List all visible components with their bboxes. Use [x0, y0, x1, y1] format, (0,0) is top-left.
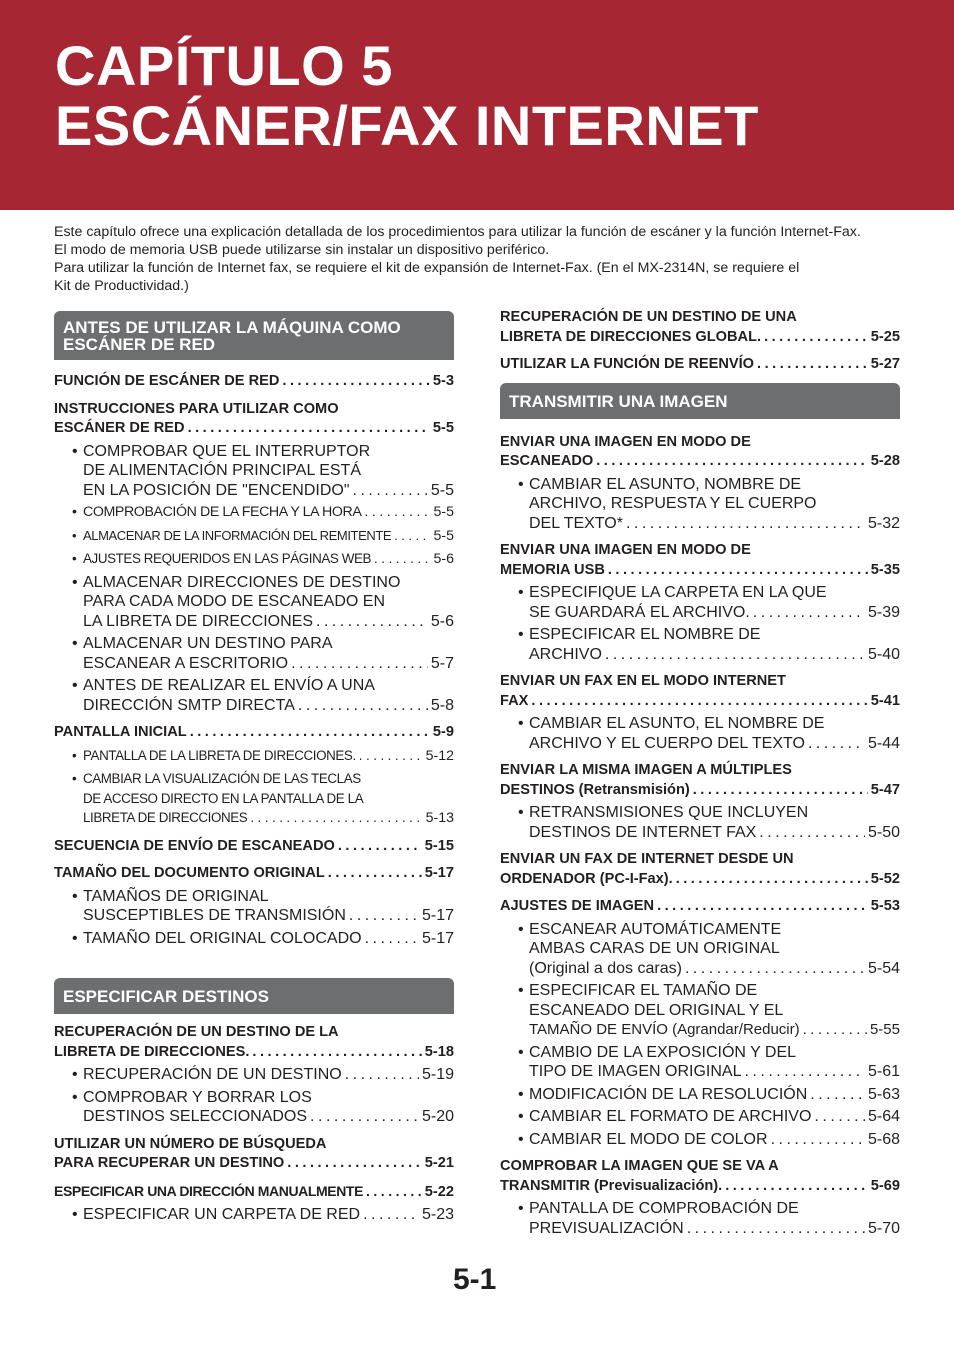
page-ref: 5-69 — [870, 1177, 900, 1194]
page-ref: 5-61 — [867, 1063, 900, 1080]
page-ref: 5-20 — [421, 1108, 454, 1125]
toc-entry[interactable]: UTILIZAR UN NÚMERO DE BÚSQUEDA PARA RECUPERAR UN DESTINO ..... 5-21 — [54, 1135, 454, 1174]
toc-subentry[interactable]: • CAMBIO DE LA EXPOSICIÓN Y DEL TIPO DE IMAGEN ORIGINAL ..... 5-61 — [500, 1043, 900, 1082]
page-ref: 5-64 — [867, 1108, 900, 1125]
toc-entry[interactable]: SECUENCIA DE ENVÍO DE ESCANEADO ..... 5-15 — [54, 837, 454, 857]
toc-subentry[interactable]: • ALMACENAR DE LA INFORMACIÓN DEL REMITENTE ..... 5-5 — [54, 526, 454, 547]
chapter-title — [55, 36, 759, 156]
page-ref: 5-23 — [421, 1206, 454, 1223]
toc-subentry[interactable]: • CAMBIAR LA VISUALIZACIÓN DE LAS TECLAS DE ACCESO DIRECTO EN LA PANTALLA DE LA LIBRETA DE DIRECCIONES ..... 5-13 — [54, 769, 454, 829]
page-ref: 5-35 — [870, 561, 900, 578]
intro-paragraph — [54, 223, 914, 295]
intro-line: El modo de memoria USB puede utilizarse sin instalar un dispositivo periférico. — [54, 242, 550, 258]
toc-entry[interactable]: COMPROBAR LA IMAGEN QUE SE VA A TRANSMITIR (Previsualización). ..... 5-69 — [500, 1157, 900, 1196]
toc-entry[interactable]: INSTRUCCIONES PARA UTILIZAR COMO ESCÁNER DE RED ..... 5-5 — [54, 400, 454, 439]
toc-subentry[interactable]: • TAMAÑOS DE ORIGINAL SUSCEPTIBLES DE TRANSMISIÓN ..... 5-17 — [54, 887, 454, 926]
page-ref: 5-17 — [424, 865, 454, 881]
chapter-title-line1: CAPÍTULO 5 — [55, 34, 393, 97]
toc-entry[interactable]: TAMAÑO DEL DOCUMENTO ORIGINAL ..... 5-17 — [54, 864, 454, 884]
page-ref: 5-54 — [867, 959, 900, 977]
page-ref: 5-39 — [867, 603, 900, 621]
page-ref: 5-47 — [870, 781, 900, 798]
page-ref: 5-55 — [869, 1021, 900, 1038]
toc-subentry[interactable]: • COMPROBAR Y BORRAR LOS DESTINOS SELECCIONADOS ..... 5-20 — [54, 1088, 454, 1127]
toc-entry[interactable]: PANTALLA INICIAL ..... 5-9 — [54, 723, 454, 743]
toc-subentry[interactable]: • CAMBIAR EL FORMATO DE ARCHIVO ..... 5-64 — [500, 1107, 900, 1127]
page-ref: 5-13 — [425, 810, 454, 826]
page-ref: 5-53 — [870, 898, 900, 914]
page-ref: 5-5 — [433, 527, 454, 544]
page-ref: 5-28 — [870, 453, 900, 469]
page-number: 5-1 — [453, 1263, 497, 1296]
toc-entry[interactable]: UTILIZAR LA FUNCIÓN DE REENVÍO ..... 5-27 — [500, 355, 900, 375]
page-ref: 5-6 — [430, 612, 454, 630]
toc-subentry[interactable]: • CAMBIAR EL MODO DE COLOR ..... 5-68 — [500, 1130, 900, 1150]
page-ref: 5-27 — [870, 356, 900, 372]
page-ref: 5-21 — [424, 1155, 454, 1171]
toc-subentry[interactable]: • MODIFICACIÓN DE LA RESOLUCIÓN ..... 5-63 — [500, 1085, 900, 1105]
toc-entry[interactable]: ESPECIFICAR UNA DIRECCIÓN MANUALMENTE ..... 5-22 — [54, 1182, 454, 1203]
toc-subentry[interactable]: • COMPROBACIÓN DE LA FECHA Y LA HORA ..... 5-5 — [54, 503, 454, 523]
toc-subentry[interactable]: • ESPECIFICAR EL NOMBRE DE ARCHIVO ..... 5-40 — [500, 625, 900, 664]
section-header-antes: ANTES DE UTILIZAR LA MÁQUINA COMO ESCÁNER DE RED — [54, 311, 454, 360]
page-ref: 5-70 — [867, 1219, 900, 1237]
toc-left-column — [54, 311, 454, 1225]
toc-subentry[interactable]: • AJUSTES REQUERIDOS EN LAS PÁGINAS WEB ..... 5-6 — [54, 549, 454, 570]
page-ref: 5-17 — [421, 929, 454, 947]
page-ref: 5-17 — [421, 907, 454, 924]
intro-line: Kit de Productividad.) — [54, 278, 189, 294]
toc-entry[interactable]: RECUPERACIÓN DE UN DESTINO DE LA LIBRETA DE DIRECCIONES. ..... 5-18 — [54, 1023, 454, 1062]
page-ref: 5-5 — [432, 420, 454, 436]
toc-entry[interactable]: ENVIAR UNA IMAGEN EN MODO DE MEMORIA USB ..... 5-35 — [500, 541, 900, 580]
page-ref: 5-41 — [870, 692, 900, 709]
toc-subentry[interactable]: • RECUPERACIÓN DE UN DESTINO ..... 5-19 — [54, 1065, 454, 1085]
toc-subentry[interactable]: • PANTALLA DE COMPROBACIÓN DE PREVISUALIZACIÓN ..... 5-70 — [500, 1199, 900, 1238]
page-ref: 5-15 — [424, 837, 454, 854]
toc-subentry[interactable]: • ESPECIFICAR UN CARPETA DE RED ..... 5-23 — [54, 1205, 454, 1225]
intro-line: Este capítulo ofrece una explicación detallada de los procedimientos para utilizar la función de escáner y la función Internet-Fax. — [54, 224, 861, 240]
toc-entry[interactable]: RECUPERACIÓN DE UN DESTINO DE UNA LIBRETA DE DIRECCIONES GLOBAL. ..... 5-25 — [500, 308, 900, 347]
page-ref: 5-8 — [430, 696, 454, 714]
section-header-transmitir: TRANSMITIR UNA IMAGEN — [500, 383, 900, 419]
toc-subentry[interactable]: • PANTALLA DE LA LIBRETA DE DIRECCIONES. ..... 5-12 — [54, 746, 454, 767]
toc-subentry[interactable]: • CAMBIAR EL ASUNTO, NOMBRE DE ARCHIVO, RESPUESTA Y EL CUERPO DEL TEXTO* ..... 5-32 — [500, 475, 900, 534]
page-ref: 5-9 — [432, 724, 454, 740]
page-ref: 5-50 — [867, 823, 900, 841]
toc-subentry[interactable]: • ESPECIFICAR EL TAMAÑO DE ESCANEADO DEL ORIGINAL Y EL TAMAÑO DE ENVÍO (Agrandar/Reducir) ..... 5-55 — [500, 981, 900, 1040]
toc-subentry[interactable]: • ALMACENAR UN DESTINO PARA ESCANEAR A ESCRITORIO ..... 5-7 — [54, 634, 454, 673]
page-ref: 5-7 — [430, 654, 454, 672]
section-header-especificar: ESPECIFICAR DESTINOS — [54, 978, 454, 1014]
toc-subentry[interactable]: • ESPECIFIQUE LA CARPETA EN LA QUE SE GUARDARÁ EL ARCHIVO. ..... 5-39 — [500, 583, 900, 622]
page-ref: 5-68 — [867, 1130, 900, 1148]
toc-subentry[interactable]: • RETRANSMISIONES QUE INCLUYEN DESTINOS DE INTERNET FAX ..... 5-50 — [500, 803, 900, 842]
chapter-title-line2: ESCÁNER/FAX INTERNET — [55, 94, 759, 157]
toc-entry[interactable]: ENVIAR LA MISMA IMAGEN A MÚLTIPLES DESTINOS (Retransmisión) ..... 5-47 — [500, 761, 900, 800]
toc-entry[interactable]: ENVIAR UN FAX EN EL MODO INTERNET FAX ..... 5-41 — [500, 672, 900, 711]
toc-subentry[interactable]: • ESCANEAR AUTOMÁTICAMENTE AMBAS CARAS DE UN ORIGINAL (Original a dos caras) ..... 5-54 — [500, 920, 900, 979]
toc-subentry[interactable]: • CAMBIAR EL ASUNTO, EL NOMBRE DE ARCHIVO Y EL CUERPO DEL TEXTO ..... 5-44 — [500, 714, 900, 753]
toc-entry[interactable]: ENVIAR UN FAX DE INTERNET DESDE UN ORDENADOR (PC-I-Fax). ..... 5-52 — [500, 850, 900, 889]
page-ref: 5-32 — [867, 514, 900, 532]
page-ref: 5-44 — [867, 734, 900, 752]
toc-right-column — [500, 308, 900, 1238]
intro-line: Para utilizar la función de Internet fax, se requiere el kit de expansión de Internet-Fax. (En el MX-2314N, se requiere el — [54, 260, 800, 276]
page-ref: 5-40 — [867, 645, 900, 663]
page-ref: 5-6 — [433, 551, 454, 567]
page-ref: 5-12 — [425, 747, 454, 764]
toc-entry[interactable]: ENVIAR UNA IMAGEN EN MODO DE ESCANEADO ..... 5-28 — [500, 433, 900, 472]
page-ref: 5-3 — [432, 373, 454, 389]
toc-entry[interactable]: FUNCIÓN DE ESCÁNER DE RED ..... 5-3 — [54, 372, 454, 392]
toc-subentry[interactable]: • TAMAÑO DEL ORIGINAL COLOCADO ..... 5-17 — [54, 929, 454, 949]
toc-entry[interactable]: AJUSTES DE IMAGEN ..... 5-53 — [500, 897, 900, 917]
page-ref: 5-25 — [870, 328, 900, 345]
page-ref: 5-19 — [421, 1066, 454, 1083]
page-ref: 5-5 — [433, 504, 454, 520]
page-ref: 5-5 — [430, 481, 454, 499]
page-ref: 5-18 — [424, 1043, 454, 1060]
toc-subentry[interactable]: • ALMACENAR DIRECCIONES DE DESTINO PARA CADA MODO DE ESCANEADO EN LA LIBRETA DE DIRECCIONES ..... 5-6 — [54, 573, 454, 632]
page-ref: 5-52 — [870, 870, 900, 887]
chapter-header-band — [0, 0, 954, 210]
page-ref: 5-22 — [424, 1183, 454, 1200]
toc-subentry[interactable]: • ANTES DE REALIZAR EL ENVÍO A UNA DIRECCIÓN SMTP DIRECTA ..... 5-8 — [54, 676, 454, 715]
page-ref: 5-63 — [867, 1085, 900, 1103]
toc-subentry[interactable]: • COMPROBAR QUE EL INTERRUPTOR DE ALIMENTACIÓN PRINCIPAL ESTÁ EN LA POSICIÓN DE "ENCENDIDO" ..... 5-5 — [54, 442, 454, 501]
